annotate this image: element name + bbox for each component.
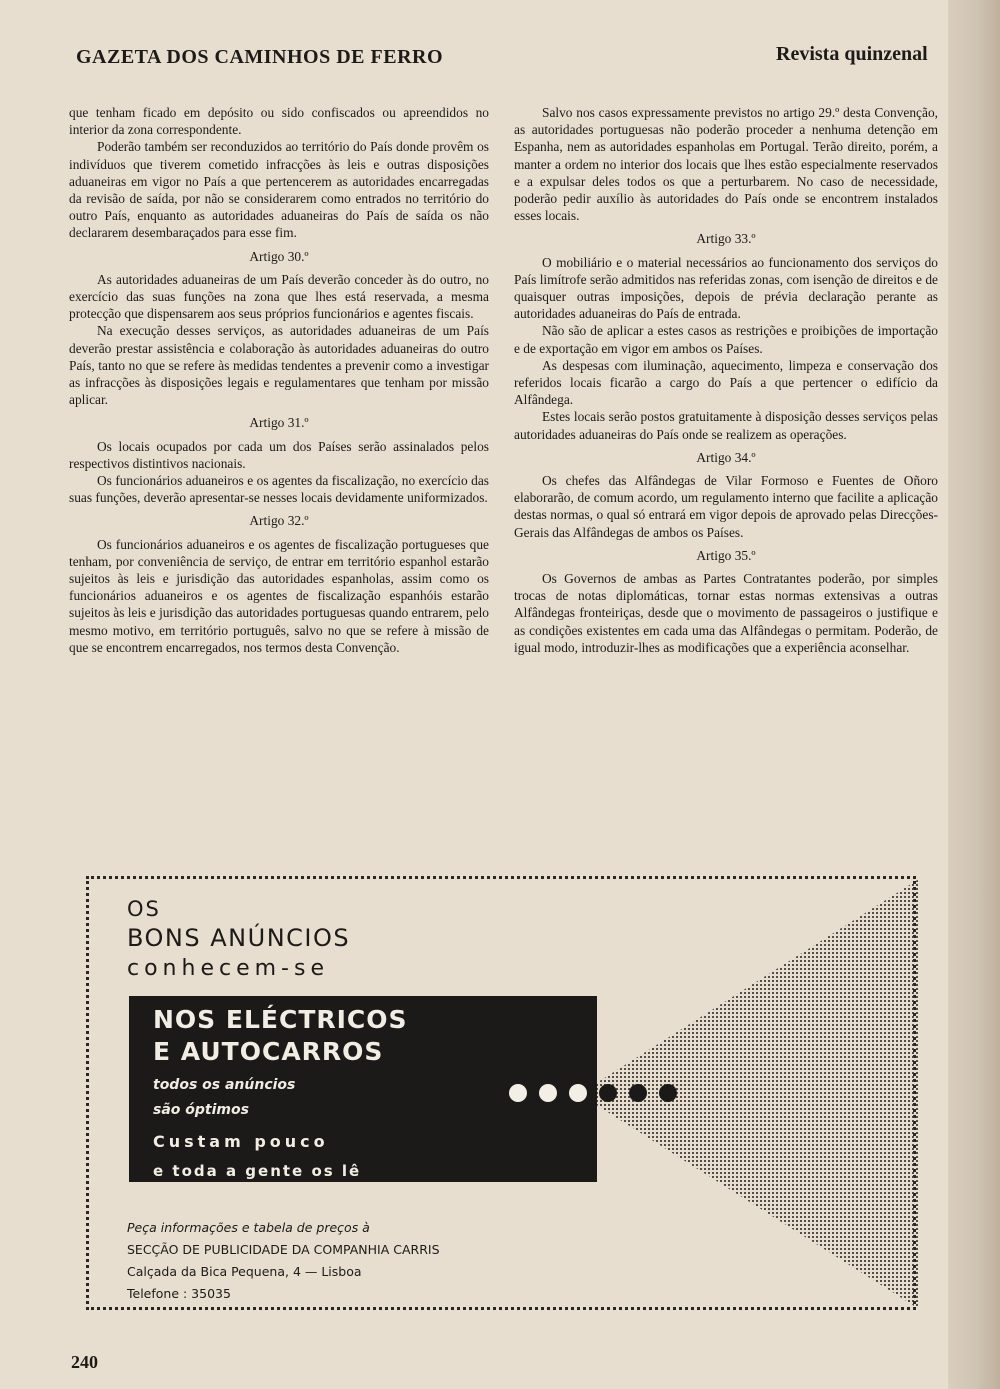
ad-info-line: Calçada da Bica Pequena, 4 — Lisboa — [127, 1264, 362, 1279]
article-heading: Artigo 34.º — [696, 449, 756, 465]
paragraph: Os funcionários aduaneiros e os agentes da fiscalização, no exercício das suas funções, deverão apresentar-se nesses locais devidamente uniformizados. — [69, 473, 489, 506]
paragraph: As autoridades aduaneiras de um País deverão conceder às do outro, no exercício das suas funções na zona que lhes está reservada, a mesma protecção que dispensarem aos seus próprios funcionários e agentes fiscais. — [69, 271, 489, 322]
ad-conhecem-se: conhecem-se — [127, 956, 329, 981]
left-column — [69, 104, 489, 656]
article-heading: Artigo 30.º — [249, 248, 309, 264]
ad-headline — [153, 1004, 408, 1068]
paragraph: Os Governos de ambas as Partes Contratantes poderão, por simples trocas de notas diplomáticas, tornar estas normas extensivas a outras Alfândegas fronteiriças, desde que o movimento de passageiros o justifique e as condições existentes em cada uma das Alfândegas o permitam. Poderão, de igual modo, introduzir-lhes as modificações que a experiência aconselhar. — [514, 571, 938, 655]
article-heading: Artigo 32.º — [249, 513, 309, 529]
paragraph: Os locais ocupados por cada um dos Países serão assinalados pelos respectivos distintivos nacionais. — [69, 438, 489, 471]
dot — [569, 1084, 587, 1102]
paragraph: Poderão também ser reconduzidos ao território do País donde provêm os indivíduos que tiverem cometido infracções às leis e outras disposições aduaneiras em vigor no País a que pertencerem as autoridades encarregadas da revisão de saída, por não se considerarem como entrados no território do outro País, enquanto as autoridades aduaneiras do País de saída os não declararem desembaraçados para esse fim. — [69, 139, 489, 241]
ad-headline-line1: NOS ELÉCTRICOS — [153, 1005, 408, 1034]
ad-line-4: e toda a gente os lê — [153, 1162, 362, 1180]
ad-os: OS — [127, 897, 161, 921]
ad-bons-anuncios: BONS ANÚNCIOS — [127, 924, 351, 952]
ad-line-2: são óptimos — [153, 1102, 249, 1118]
page-number: 240 — [71, 1352, 98, 1372]
paragraph: Os chefes das Alfândegas de Vilar Formoso e Fuentes de Oñoro elaborarão, de comum acordo, um regulamento interno que facilite a aplicação destas normas, o qual só entrará em vigor depois de aprovado pelas Direcções-Gerais das Alfândegas de ambos os Países. — [514, 473, 938, 540]
ad-headline-line2: E AUTOCARROS — [153, 1037, 384, 1066]
ad-info-line: Peça informações e tabela de preços à — [127, 1220, 370, 1235]
paragraph: Salvo nos casos expressamente previstos no artigo 29.º desta Convenção, as autoridades portuguesas não poderão proceder a nenhuma detenção em Espanha, nem as autoridades espanholas em Portugal. Terão direito, porém, a manter a ordem no interior dos locais que lhes estão especialmente reservados e a expulsar deles todos os que a perturbarem. No caso de necessidade, poderão pedir auxílio às autoridades do País onde se encontrem instalados esses locais. — [514, 105, 938, 224]
paragraph: Na execução desses serviços, as autoridades aduaneiras de um País deverão prestar assistência e colaboração às autoridades aduaneiras do outro País, tanto no que se refere às medidas tendentes a prevenir como a investigar as infracções às disposições legais e regulamentares que tenham por missão aplicar. — [69, 323, 489, 408]
journal-subtitle: Revista quinzenal — [776, 43, 928, 65]
ad-line-1: todos os anúncios — [153, 1077, 296, 1093]
paragraph: Não são de aplicar a estes casos as restrições e proibições de importação e de exportação em vigor em ambos os Países. — [514, 323, 938, 356]
journal-title: GAZETA DOS CAMINHOS DE FERRO — [76, 46, 444, 68]
ad-line-3: Custam pouco — [153, 1132, 329, 1151]
ad-phone: Telefone : 35035 — [127, 1286, 231, 1301]
dot — [629, 1084, 647, 1102]
dot — [659, 1084, 677, 1102]
paragraph: que tenham ficado em depósito ou sido confiscados ou apreendidos no interior da zona correspondente. — [69, 105, 489, 138]
dot — [509, 1084, 527, 1102]
article-heading: Artigo 33.º — [696, 231, 756, 247]
article-heading: Artigo 35.º — [696, 547, 756, 563]
ad-info-line: SECÇÃO DE PUBLICIDADE DA COMPANHIA CARRIS — [127, 1242, 440, 1257]
paragraph: O mobiliário e o material necessários ao funcionamento dos serviços do País limítrofe serão admitidos nas referidas zonas, com isenção de direitos e de quaisquer outras imposições, depois de prévia declaração perante as autoridades aduaneiras do País de entrada. — [514, 254, 938, 322]
article-heading: Artigo 31.º — [249, 415, 309, 431]
paragraph: Os funcionários aduaneiros e os agentes de fiscalização portugueses que tenham, por conveniência de serviço, de entrar em território espanhol estarão sujeitos às leis e jurisdição das autoridades espanholas, assim como os funcionários aduaneiros e os agentes de fiscalização espanhóis estarão sujeitos às leis e jurisdição das autoridades portuguesas quando entrarem, pelo mesmo motivo, em território português, salvo no que se refere à missão de que se encontrem encarregados, nos termos desta Convenção. — [69, 536, 489, 655]
dot — [599, 1084, 617, 1102]
ad-contact-info — [127, 1217, 440, 1305]
paragraph: As despesas com iluminação, aquecimento, limpeza e conservação dos referidos locais ficarão a cargo do País a que pertencer o edifício da Alfândega. — [514, 357, 938, 408]
page-edge — [948, 0, 1000, 1389]
advertisement — [86, 876, 916, 1310]
paragraph: Estes locais serão postos gratuitamente à disposição desses serviços pelas autoridades aduaneiras do País onde se realizem as operações. — [514, 409, 938, 442]
right-column — [514, 104, 938, 656]
dot — [539, 1084, 557, 1102]
ad-black-panel — [129, 996, 597, 1182]
